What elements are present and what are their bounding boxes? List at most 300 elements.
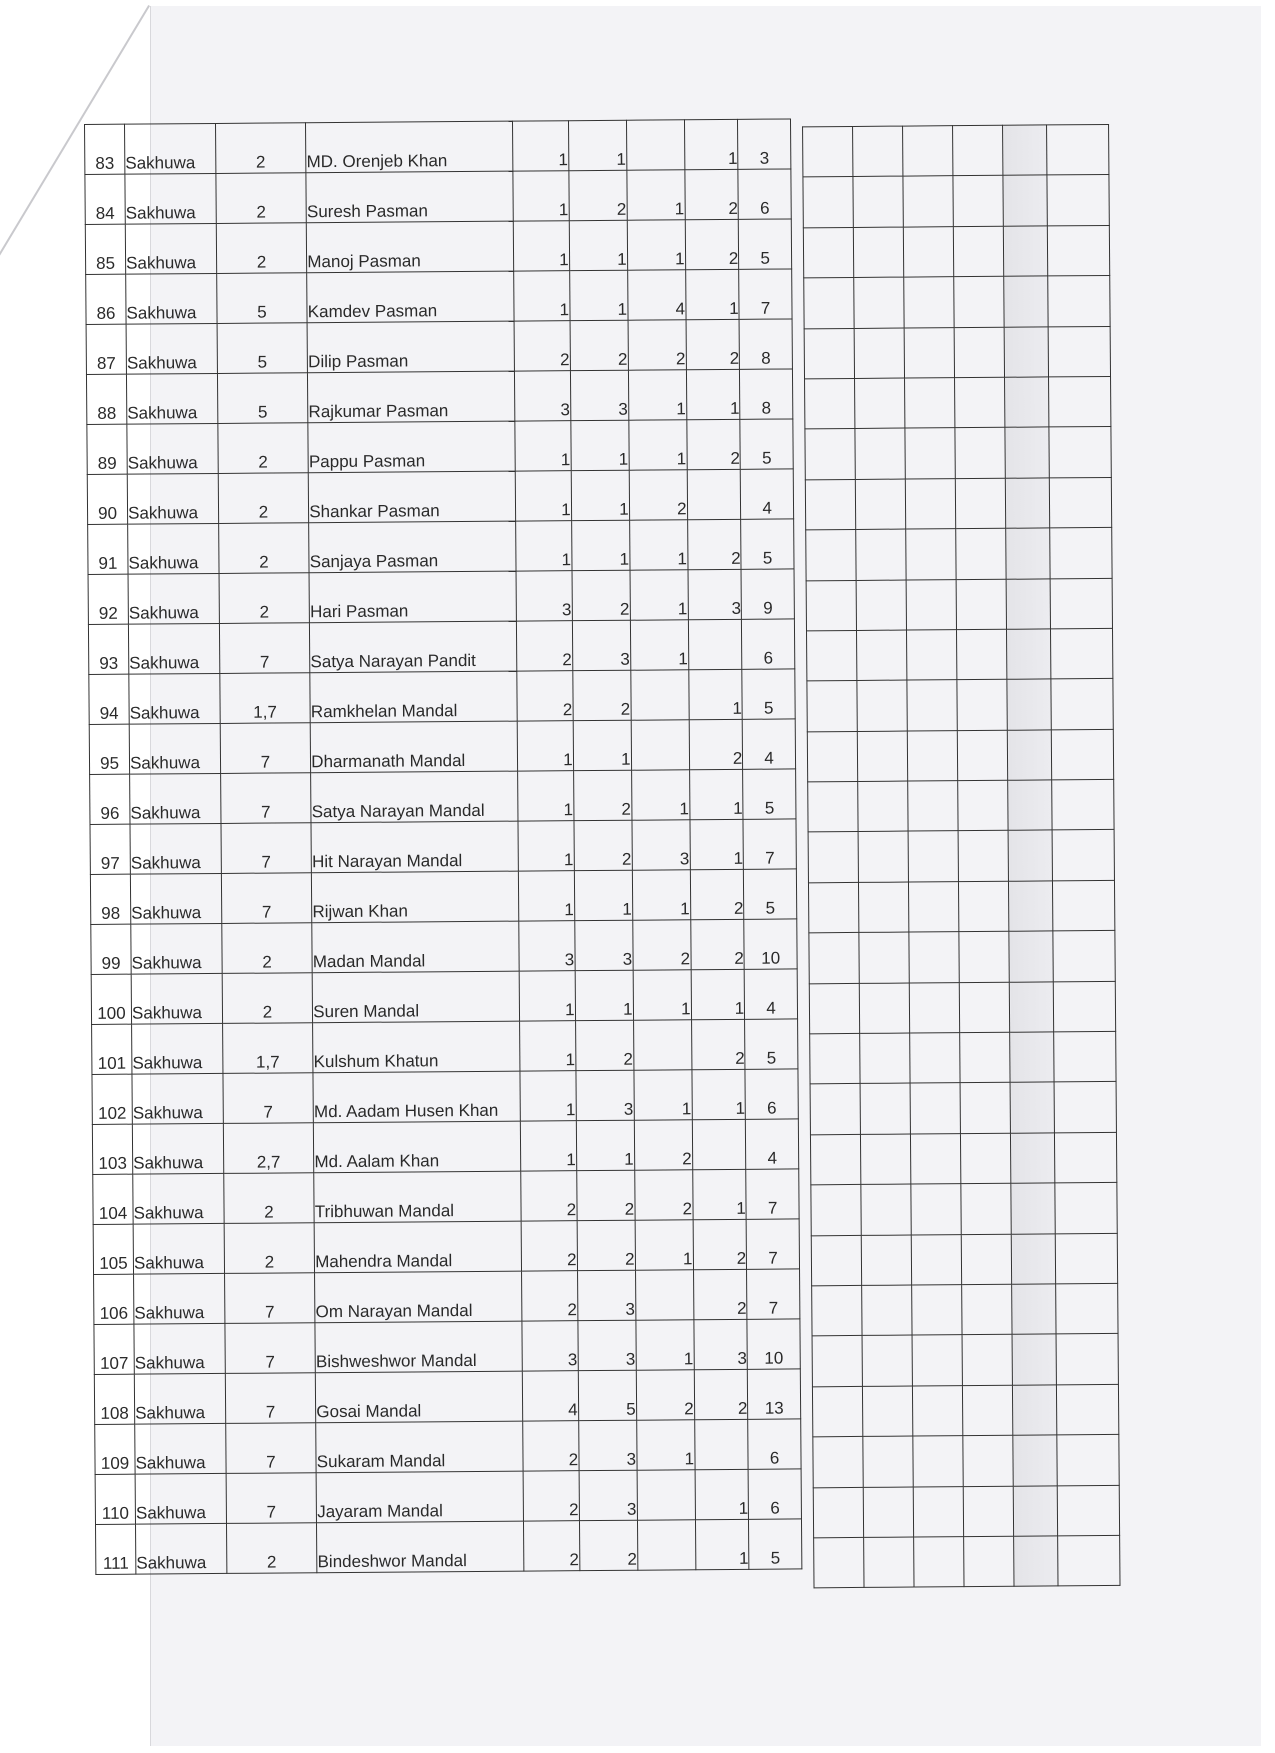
blank-cell bbox=[1057, 1485, 1119, 1536]
blank-cell bbox=[1008, 830, 1052, 881]
count-cell-2: 2 bbox=[579, 1520, 637, 1570]
blank-cell bbox=[911, 1184, 961, 1235]
blank-cell bbox=[803, 177, 853, 228]
count-cell-4: 1 bbox=[685, 269, 739, 319]
count-cell-3: 2 bbox=[629, 470, 687, 520]
blank-cell bbox=[855, 378, 905, 429]
blank-row bbox=[803, 225, 1109, 278]
count-cell-3: 1 bbox=[635, 1220, 693, 1270]
blank-cell bbox=[807, 630, 857, 681]
count-cell-1: 2 bbox=[522, 1421, 578, 1471]
serial-number-cell: 102 bbox=[92, 1074, 132, 1124]
blank-cell bbox=[903, 176, 953, 227]
count-cell-1: 1 bbox=[517, 721, 573, 771]
table-row bbox=[88, 569, 794, 625]
table-body bbox=[85, 119, 802, 1575]
blank-cell bbox=[855, 479, 905, 530]
count-cell-4: 1 bbox=[686, 369, 740, 419]
total-cell: 7 bbox=[746, 1219, 799, 1269]
count-cell-2: 2 bbox=[577, 1220, 635, 1270]
place-cell: Sakhuwa bbox=[126, 373, 217, 424]
place-cell: Sakhuwa bbox=[129, 723, 220, 774]
blank-cell bbox=[805, 479, 855, 530]
count-cell-1: 1 bbox=[513, 221, 569, 271]
blank-cell bbox=[956, 579, 1006, 630]
count-cell-2: 2 bbox=[575, 1020, 633, 1070]
blank-cell bbox=[953, 125, 1003, 176]
ward-cell: 2 bbox=[223, 1173, 314, 1224]
blank-cell bbox=[909, 932, 959, 983]
place-cell: Sakhuwa bbox=[130, 823, 221, 874]
table-row bbox=[86, 269, 792, 325]
count-cell-3: 3 bbox=[632, 820, 690, 870]
serial-number-cell: 103 bbox=[92, 1124, 132, 1174]
blank-row bbox=[812, 1334, 1118, 1387]
place-cell: Sakhuwa bbox=[126, 273, 217, 324]
blank-cell bbox=[810, 1033, 860, 1084]
total-cell: 9 bbox=[741, 569, 794, 619]
blank-row bbox=[812, 1283, 1118, 1336]
blank-cell bbox=[854, 328, 904, 379]
blank-cell bbox=[962, 1385, 1012, 1436]
blank-cell bbox=[960, 1083, 1010, 1134]
count-cell-1: 2 bbox=[514, 321, 570, 371]
ward-cell: 2 bbox=[217, 423, 308, 474]
blank-row bbox=[806, 578, 1112, 631]
blank-cell bbox=[863, 1436, 913, 1487]
ward-cell: 7 bbox=[221, 823, 312, 874]
blank-cell bbox=[907, 730, 957, 781]
total-cell: 10 bbox=[744, 919, 797, 969]
ward-cell: 7 bbox=[225, 1323, 316, 1374]
serial-number-cell: 106 bbox=[94, 1274, 134, 1324]
table-row bbox=[87, 469, 793, 525]
serial-number-cell: 104 bbox=[93, 1174, 133, 1224]
count-cell-4: 3 bbox=[693, 1319, 747, 1369]
blank-cell bbox=[812, 1285, 862, 1336]
count-cell-2: 1 bbox=[571, 470, 629, 520]
blank-row bbox=[808, 880, 1114, 933]
blank-row bbox=[810, 1132, 1116, 1185]
ward-cell: 2 bbox=[216, 173, 307, 224]
count-cell-2: 3 bbox=[578, 1420, 636, 1470]
blank-row bbox=[805, 376, 1111, 429]
blank-cell bbox=[806, 580, 856, 631]
blank-row bbox=[807, 679, 1113, 732]
blank-cell bbox=[1006, 629, 1050, 680]
ward-cell: 2 bbox=[222, 973, 313, 1024]
total-cell: 7 bbox=[743, 819, 796, 869]
blank-row bbox=[813, 1435, 1119, 1488]
blank-cell bbox=[1007, 730, 1051, 781]
serial-number-cell: 100 bbox=[91, 974, 131, 1024]
count-cell-1: 1 bbox=[515, 521, 571, 571]
blank-cell bbox=[1010, 1082, 1054, 1133]
blank-row bbox=[808, 830, 1114, 883]
total-cell: 3 bbox=[738, 119, 791, 169]
count-cell-4 bbox=[692, 1119, 746, 1169]
blank-row bbox=[806, 528, 1112, 581]
count-cell-3: 1 bbox=[636, 1420, 694, 1470]
count-cell-4: 1 bbox=[689, 769, 743, 819]
blank-cell bbox=[856, 580, 906, 631]
count-cell-3: 2 bbox=[634, 1120, 692, 1170]
total-cell: 6 bbox=[748, 1419, 801, 1469]
blank-cell bbox=[857, 680, 907, 731]
blank-row bbox=[811, 1233, 1117, 1286]
count-cell-4: 1 bbox=[695, 1469, 749, 1519]
serial-number-cell: 105 bbox=[93, 1224, 133, 1274]
count-cell-2: 2 bbox=[574, 820, 632, 870]
total-cell: 7 bbox=[739, 269, 792, 319]
blank-cell bbox=[1054, 1031, 1116, 1082]
count-cell-2: 3 bbox=[572, 620, 630, 670]
count-cell-3: 1 bbox=[630, 570, 688, 620]
count-cell-2: 1 bbox=[576, 1120, 634, 1170]
table-row bbox=[89, 719, 795, 775]
blank-cell bbox=[1048, 326, 1110, 377]
blank-cell bbox=[853, 227, 903, 278]
count-cell-4: 1 bbox=[688, 669, 742, 719]
blank-cell bbox=[1050, 628, 1112, 679]
count-cell-4: 2 bbox=[690, 869, 744, 919]
ward-cell: 7 bbox=[223, 1073, 314, 1124]
blank-cell bbox=[955, 377, 1005, 428]
blank-cell bbox=[1004, 276, 1048, 327]
total-cell: 8 bbox=[740, 369, 793, 419]
count-cell-2: 1 bbox=[570, 420, 628, 470]
blank-cell bbox=[1050, 528, 1112, 579]
total-cell: 5 bbox=[743, 769, 796, 819]
name-cell: MD. Orenjeb Khan bbox=[306, 121, 513, 173]
blank-cell bbox=[908, 882, 958, 933]
blank-cell bbox=[960, 1032, 1010, 1083]
count-cell-1: 3 bbox=[519, 921, 575, 971]
blank-cell bbox=[805, 378, 855, 429]
table-row bbox=[91, 919, 797, 975]
blank-cell bbox=[1053, 931, 1115, 982]
count-cell-1: 2 bbox=[517, 671, 573, 721]
blank-cell bbox=[1009, 982, 1053, 1033]
blank-cell bbox=[1052, 830, 1114, 881]
place-cell: Sakhuwa bbox=[127, 423, 218, 474]
count-cell-1: 3 bbox=[514, 371, 570, 421]
count-cell-4: 1 bbox=[692, 1169, 746, 1219]
blank-cell bbox=[1008, 881, 1052, 932]
total-cell: 4 bbox=[746, 1119, 799, 1169]
count-cell-4: 1 bbox=[695, 1519, 749, 1569]
count-cell-2: 1 bbox=[568, 120, 626, 170]
place-cell: Sakhuwa bbox=[130, 773, 221, 824]
table-row bbox=[95, 1419, 801, 1475]
count-cell-4 bbox=[688, 619, 742, 669]
blank-cell bbox=[963, 1486, 1013, 1537]
ward-cell: 7 bbox=[220, 723, 311, 774]
blank-cell bbox=[860, 1134, 910, 1185]
serial-number-cell: 91 bbox=[88, 524, 128, 574]
name-cell: Md. Aalam Khan bbox=[314, 1121, 521, 1173]
blank-cell bbox=[809, 933, 859, 984]
count-cell-4: 2 bbox=[689, 719, 743, 769]
serial-number-cell: 109 bbox=[95, 1424, 135, 1474]
blank-cell bbox=[859, 983, 909, 1034]
blank-cell bbox=[1011, 1183, 1055, 1234]
count-cell-2: 2 bbox=[570, 320, 628, 370]
count-cell-3: 1 bbox=[632, 870, 690, 920]
ward-cell: 2 bbox=[218, 523, 309, 574]
count-cell-3 bbox=[630, 670, 688, 720]
count-cell-3: 1 bbox=[628, 420, 686, 470]
blank-cell bbox=[1047, 175, 1109, 226]
name-cell: Satya Narayan Pandit bbox=[310, 621, 517, 673]
blank-cell bbox=[910, 1033, 960, 1084]
blank-cell bbox=[913, 1436, 963, 1487]
name-cell: Manoj Pasman bbox=[307, 221, 514, 273]
serial-number-cell: 108 bbox=[94, 1374, 134, 1424]
total-cell: 7 bbox=[747, 1269, 800, 1319]
ward-cell: 7 bbox=[221, 873, 312, 924]
ward-cell: 7 bbox=[219, 623, 310, 674]
serial-number-cell: 111 bbox=[95, 1524, 135, 1574]
count-cell-2: 3 bbox=[570, 370, 628, 420]
count-cell-3: 1 bbox=[634, 1070, 692, 1120]
blank-cell bbox=[810, 1134, 860, 1185]
name-cell: Kamdev Pasman bbox=[307, 271, 514, 323]
count-cell-2: 3 bbox=[577, 1270, 635, 1320]
blank-cell bbox=[1056, 1334, 1118, 1385]
blank-columns-table bbox=[802, 124, 1120, 1589]
count-cell-3 bbox=[631, 720, 689, 770]
place-cell: Sakhuwa bbox=[128, 573, 219, 624]
blank-cell bbox=[1013, 1485, 1057, 1536]
blank-cell bbox=[805, 429, 855, 480]
serial-number-cell: 87 bbox=[86, 324, 126, 374]
count-cell-1: 1 bbox=[520, 1071, 576, 1121]
blank-row bbox=[803, 175, 1109, 228]
blank-cell bbox=[1012, 1334, 1056, 1385]
blank-row bbox=[813, 1485, 1119, 1538]
blank-cell bbox=[1014, 1536, 1058, 1587]
count-cell-4: 2 bbox=[694, 1369, 748, 1419]
count-cell-4 bbox=[694, 1419, 748, 1469]
blank-columns-body bbox=[803, 124, 1120, 1588]
blank-cell bbox=[1006, 528, 1050, 579]
count-cell-2: 1 bbox=[575, 970, 633, 1020]
blank-cell bbox=[953, 226, 1003, 277]
count-cell-4: 1 bbox=[691, 969, 745, 1019]
count-cell-2: 1 bbox=[573, 720, 631, 770]
name-cell: Rajkumar Pasman bbox=[308, 371, 515, 423]
blank-cell bbox=[908, 781, 958, 832]
ward-cell: 1,7 bbox=[219, 673, 310, 724]
total-cell: 5 bbox=[739, 219, 792, 269]
name-cell: Om Narayan Mandal bbox=[315, 1271, 522, 1323]
blank-cell bbox=[803, 227, 853, 278]
name-cell: Dilip Pasman bbox=[307, 321, 514, 373]
ward-cell: 5 bbox=[216, 273, 307, 324]
table-row bbox=[90, 869, 796, 925]
count-cell-4: 2 bbox=[685, 219, 739, 269]
count-cell-3: 2 bbox=[632, 920, 690, 970]
count-cell-2: 2 bbox=[569, 170, 627, 220]
blank-cell bbox=[813, 1437, 863, 1488]
total-cell: 4 bbox=[740, 469, 793, 519]
blank-cell bbox=[954, 327, 1004, 378]
name-cell: Tribhuwan Mandal bbox=[314, 1171, 521, 1223]
count-cell-4: 2 bbox=[684, 169, 738, 219]
blank-cell bbox=[1052, 780, 1114, 831]
ward-cell: 2 bbox=[221, 923, 312, 974]
blank-cell bbox=[964, 1536, 1014, 1587]
total-cell: 5 bbox=[744, 869, 797, 919]
count-cell-1: 1 bbox=[517, 771, 573, 821]
blank-cell bbox=[862, 1386, 912, 1437]
blank-cell bbox=[808, 882, 858, 933]
serial-number-cell: 89 bbox=[87, 424, 127, 474]
blank-row bbox=[814, 1535, 1120, 1588]
place-cell: Sakhuwa bbox=[131, 923, 222, 974]
table-row bbox=[94, 1319, 800, 1375]
blank-cell bbox=[963, 1435, 1013, 1486]
ward-cell: 7 bbox=[220, 773, 311, 824]
blank-cell bbox=[955, 428, 1005, 479]
name-cell: Pappu Pasman bbox=[308, 421, 515, 473]
place-cell: Sakhuwa bbox=[132, 1123, 223, 1174]
place-cell: Sakhuwa bbox=[126, 323, 217, 374]
blank-cell bbox=[857, 731, 907, 782]
serial-number-cell: 85 bbox=[85, 224, 125, 274]
blank-row bbox=[809, 981, 1115, 1034]
serial-number-cell: 97 bbox=[90, 824, 130, 874]
blank-cell bbox=[1057, 1435, 1119, 1486]
count-cell-3: 1 bbox=[631, 770, 689, 820]
total-cell: 5 bbox=[749, 1519, 802, 1569]
ward-cell: 2,7 bbox=[223, 1123, 314, 1174]
total-cell: 6 bbox=[745, 1069, 798, 1119]
count-cell-1: 4 bbox=[522, 1371, 578, 1421]
count-cell-3: 4 bbox=[627, 270, 685, 320]
count-cell-3 bbox=[637, 1520, 695, 1570]
blank-cell bbox=[858, 781, 908, 832]
count-cell-4: 1 bbox=[691, 1069, 745, 1119]
name-cell: Madan Mandal bbox=[312, 921, 519, 973]
count-cell-3: 1 bbox=[627, 220, 685, 270]
count-cell-4: 2 bbox=[686, 319, 740, 369]
blank-cell bbox=[1054, 1082, 1116, 1133]
name-cell: Shankar Pasman bbox=[308, 471, 515, 523]
blank-row bbox=[810, 1082, 1116, 1135]
total-cell: 5 bbox=[740, 419, 793, 469]
serial-number-cell: 84 bbox=[85, 174, 125, 224]
blank-cell bbox=[807, 681, 857, 732]
serial-number-cell: 86 bbox=[86, 274, 126, 324]
count-cell-1: 2 bbox=[521, 1221, 577, 1271]
place-cell: Sakhuwa bbox=[132, 1073, 223, 1124]
blank-row bbox=[803, 124, 1109, 177]
blank-cell bbox=[856, 529, 906, 580]
blank-cell bbox=[958, 881, 1008, 932]
total-cell: 10 bbox=[747, 1319, 800, 1369]
count-cell-1: 1 bbox=[515, 471, 571, 521]
blank-cell bbox=[1012, 1385, 1056, 1436]
place-cell: Sakhuwa bbox=[134, 1373, 225, 1424]
blank-cell bbox=[1047, 124, 1109, 175]
blank-row bbox=[809, 931, 1115, 984]
name-cell: Md. Aadam Husen Khan bbox=[313, 1071, 520, 1123]
blank-cell bbox=[806, 530, 856, 581]
serial-number-cell: 99 bbox=[91, 924, 131, 974]
blank-row bbox=[811, 1183, 1117, 1236]
blank-cell bbox=[962, 1284, 1012, 1335]
count-cell-3 bbox=[633, 1020, 691, 1070]
blank-cell bbox=[1009, 931, 1053, 982]
blank-cell bbox=[1055, 1183, 1117, 1234]
blank-row bbox=[804, 276, 1110, 329]
ward-cell: 5 bbox=[217, 373, 308, 424]
blank-cell bbox=[1008, 780, 1052, 831]
count-cell-1: 1 bbox=[515, 421, 571, 471]
blank-cell bbox=[1056, 1283, 1118, 1334]
blank-cell bbox=[1004, 326, 1048, 377]
blank-cell bbox=[1055, 1233, 1117, 1284]
blank-cell bbox=[1006, 578, 1050, 629]
blank-row bbox=[807, 729, 1113, 782]
blank-cell bbox=[859, 932, 909, 983]
table-row bbox=[93, 1219, 799, 1275]
total-cell: 4 bbox=[742, 719, 795, 769]
blank-cell bbox=[803, 126, 853, 177]
blank-cell bbox=[914, 1537, 964, 1588]
blank-cell bbox=[908, 831, 958, 882]
count-cell-3: 2 bbox=[628, 320, 686, 370]
serial-number-cell: 98 bbox=[90, 874, 130, 924]
blank-cell bbox=[1003, 125, 1047, 176]
count-cell-1: 2 bbox=[521, 1271, 577, 1321]
blank-cell bbox=[854, 277, 904, 328]
count-cell-2: 2 bbox=[573, 770, 631, 820]
place-cell: Sakhuwa bbox=[125, 123, 216, 174]
blank-cell bbox=[804, 278, 854, 329]
name-cell: Suresh Pasman bbox=[306, 171, 513, 223]
blank-cell bbox=[864, 1537, 914, 1588]
blank-row bbox=[810, 1031, 1116, 1084]
serial-number-cell: 83 bbox=[85, 124, 125, 174]
table-row bbox=[85, 219, 791, 275]
place-cell: Sakhuwa bbox=[131, 973, 222, 1024]
blank-cell bbox=[961, 1183, 1011, 1234]
name-cell: Suren Mandal bbox=[312, 971, 519, 1023]
count-cell-1: 2 bbox=[523, 1521, 579, 1571]
blank-cell bbox=[903, 126, 953, 177]
count-cell-2: 3 bbox=[576, 1070, 634, 1120]
count-cell-1: 3 bbox=[516, 571, 572, 621]
blank-cell bbox=[1050, 578, 1112, 629]
place-cell: Sakhuwa bbox=[133, 1173, 224, 1224]
table-row bbox=[92, 1119, 798, 1175]
blank-cell bbox=[1013, 1435, 1057, 1486]
count-cell-2: 2 bbox=[572, 570, 630, 620]
blank-cell bbox=[858, 832, 908, 883]
table-row bbox=[92, 1069, 798, 1125]
blank-cell bbox=[862, 1285, 912, 1336]
blank-cell bbox=[1053, 981, 1115, 1032]
blank-cell bbox=[1056, 1384, 1118, 1435]
blank-cell bbox=[1051, 679, 1113, 730]
total-cell: 5 bbox=[742, 669, 795, 719]
total-cell: 13 bbox=[748, 1369, 801, 1419]
blank-cell bbox=[906, 579, 956, 630]
blank-row bbox=[808, 780, 1114, 833]
